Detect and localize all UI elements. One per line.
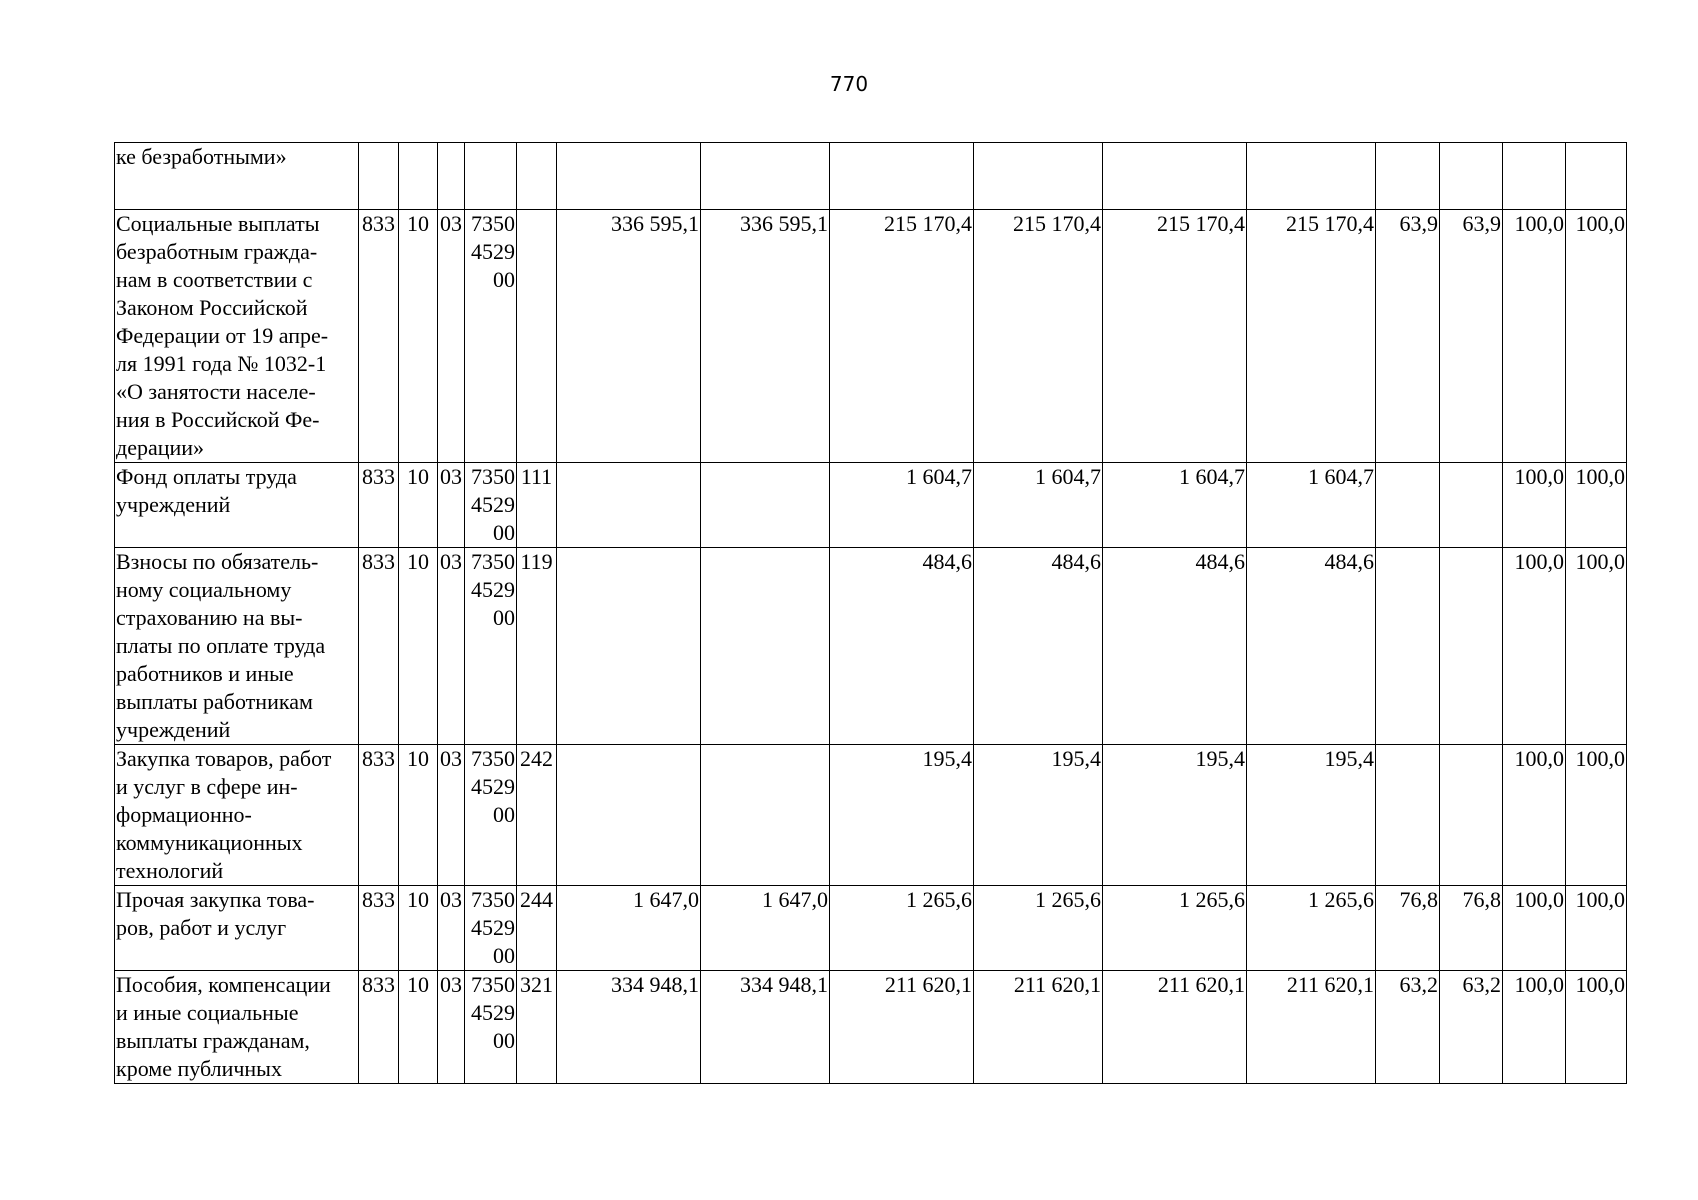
percent-2	[1440, 745, 1503, 886]
razdel-code: 10	[399, 745, 438, 886]
value-2	[701, 548, 830, 745]
row-name: Фонд оплаты труда учреждений	[115, 463, 359, 548]
value-1: 334 948,1	[557, 971, 701, 1084]
value-5: 484,6	[1103, 548, 1247, 745]
value-2	[701, 745, 830, 886]
value-5: 195,4	[1103, 745, 1247, 886]
razdel-code: 10	[399, 886, 438, 971]
percent-1	[1376, 548, 1440, 745]
podrazdel-code: 03	[438, 463, 465, 548]
podrazdel-code: 03	[438, 210, 465, 463]
percent-3: 100,0	[1503, 971, 1566, 1084]
percent-1: 63,9	[1376, 210, 1440, 463]
table-row	[115, 210, 1627, 463]
vr-code: 242	[517, 745, 557, 886]
razdel-code: 10	[399, 463, 438, 548]
vr-code: 111	[517, 463, 557, 548]
percent-2: 76,8	[1440, 886, 1503, 971]
value-6	[1247, 143, 1376, 210]
value-1	[557, 745, 701, 886]
value-4: 211 620,1	[974, 971, 1103, 1084]
vr-code: 321	[517, 971, 557, 1084]
value-1	[557, 548, 701, 745]
percent-2	[1440, 548, 1503, 745]
table-row	[115, 548, 1627, 745]
percent-1: 63,2	[1376, 971, 1440, 1084]
glava-code: 833	[359, 745, 399, 886]
glava-code: 833	[359, 463, 399, 548]
value-3: 1 265,6	[830, 886, 974, 971]
vr-code: 244	[517, 886, 557, 971]
table-row	[115, 143, 1627, 210]
table-row	[115, 886, 1627, 971]
value-1	[557, 143, 701, 210]
value-3: 484,6	[830, 548, 974, 745]
table-row	[115, 463, 1627, 548]
glava-code: 833	[359, 548, 399, 745]
value-3: 1 604,7	[830, 463, 974, 548]
value-3	[830, 143, 974, 210]
value-4	[974, 143, 1103, 210]
percent-2: 63,2	[1440, 971, 1503, 1084]
percent-3: 100,0	[1503, 210, 1566, 463]
value-6: 1 604,7	[1247, 463, 1376, 548]
percent-4: 100,0	[1566, 886, 1627, 971]
podrazdel-code: 03	[438, 548, 465, 745]
percent-1	[1376, 745, 1440, 886]
row-name: Закупка товаров, работ и услуг в сфере ин- формационно- коммуникационных технологий	[115, 745, 359, 886]
percent-1	[1376, 463, 1440, 548]
percent-3: 100,0	[1503, 886, 1566, 971]
percent-4: 100,0	[1566, 210, 1627, 463]
value-4: 215 170,4	[974, 210, 1103, 463]
vr-code: 119	[517, 548, 557, 745]
budget-table	[114, 142, 1627, 1084]
percent-4: 100,0	[1566, 971, 1627, 1084]
percent-2: 63,9	[1440, 210, 1503, 463]
razdel-code	[399, 143, 438, 210]
razdel-code: 10	[399, 971, 438, 1084]
glava-code: 833	[359, 886, 399, 971]
value-3: 215 170,4	[830, 210, 974, 463]
glava-code	[359, 143, 399, 210]
value-6: 484,6	[1247, 548, 1376, 745]
csr-code: 7350 4529 00	[465, 745, 517, 886]
percent-3: 100,0	[1503, 745, 1566, 886]
glava-code: 833	[359, 971, 399, 1084]
percent-4: 100,0	[1566, 745, 1627, 886]
value-6: 211 620,1	[1247, 971, 1376, 1084]
csr-code	[465, 143, 517, 210]
percent-3: 100,0	[1503, 463, 1566, 548]
value-5: 1 604,7	[1103, 463, 1247, 548]
razdel-code: 10	[399, 210, 438, 463]
value-6: 1 265,6	[1247, 886, 1376, 971]
row-name: Пособия, компенсации и иные социальные выплаты гражданам, кроме публичных	[115, 971, 359, 1084]
value-4: 1 265,6	[974, 886, 1103, 971]
csr-code: 7350 4529 00	[465, 886, 517, 971]
row-name: Прочая закупка това- ров, работ и услуг	[115, 886, 359, 971]
vr-code	[517, 143, 557, 210]
value-5	[1103, 143, 1247, 210]
value-4: 484,6	[974, 548, 1103, 745]
row-name: Социальные выплаты безработным гражда- нам в соответствии с Законом Российской Федерации от 19 апре- ля 1991 года № 1032-1 «О занятости населе- ния в Российской Фе- дерации»	[115, 210, 359, 463]
percent-2	[1440, 463, 1503, 548]
value-5: 1 265,6	[1103, 886, 1247, 971]
value-2	[701, 143, 830, 210]
csr-code: 7350 4529 00	[465, 210, 517, 463]
value-3: 195,4	[830, 745, 974, 886]
percent-3: 100,0	[1503, 548, 1566, 745]
percent-1	[1376, 143, 1440, 210]
table-row	[115, 971, 1627, 1084]
podrazdel-code	[438, 143, 465, 210]
page-number: 770	[829, 72, 869, 96]
row-name: Взносы по обязатель- ному социальному страхованию на вы- платы по оплате труда работников и иные выплаты работникам учреждений	[115, 548, 359, 745]
percent-4: 100,0	[1566, 548, 1627, 745]
csr-code: 7350 4529 00	[465, 971, 517, 1084]
value-2: 334 948,1	[701, 971, 830, 1084]
percent-1: 76,8	[1376, 886, 1440, 971]
table-row	[115, 745, 1627, 886]
percent-4	[1566, 143, 1627, 210]
value-4: 195,4	[974, 745, 1103, 886]
percent-2	[1440, 143, 1503, 210]
podrazdel-code: 03	[438, 886, 465, 971]
glava-code: 833	[359, 210, 399, 463]
value-2	[701, 463, 830, 548]
value-2: 336 595,1	[701, 210, 830, 463]
value-4: 1 604,7	[974, 463, 1103, 548]
podrazdel-code: 03	[438, 745, 465, 886]
podrazdel-code: 03	[438, 971, 465, 1084]
row-name: ке безработными»	[115, 143, 359, 210]
vr-code	[517, 210, 557, 463]
csr-code: 7350 4529 00	[465, 548, 517, 745]
percent-4: 100,0	[1566, 463, 1627, 548]
razdel-code: 10	[399, 548, 438, 745]
value-6: 195,4	[1247, 745, 1376, 886]
percent-3	[1503, 143, 1566, 210]
value-2: 1 647,0	[701, 886, 830, 971]
value-3: 211 620,1	[830, 971, 974, 1084]
value-5: 215 170,4	[1103, 210, 1247, 463]
value-1: 1 647,0	[557, 886, 701, 971]
value-1	[557, 463, 701, 548]
csr-code: 7350 4529 00	[465, 463, 517, 548]
value-6: 215 170,4	[1247, 210, 1376, 463]
value-5: 211 620,1	[1103, 971, 1247, 1084]
value-1: 336 595,1	[557, 210, 701, 463]
